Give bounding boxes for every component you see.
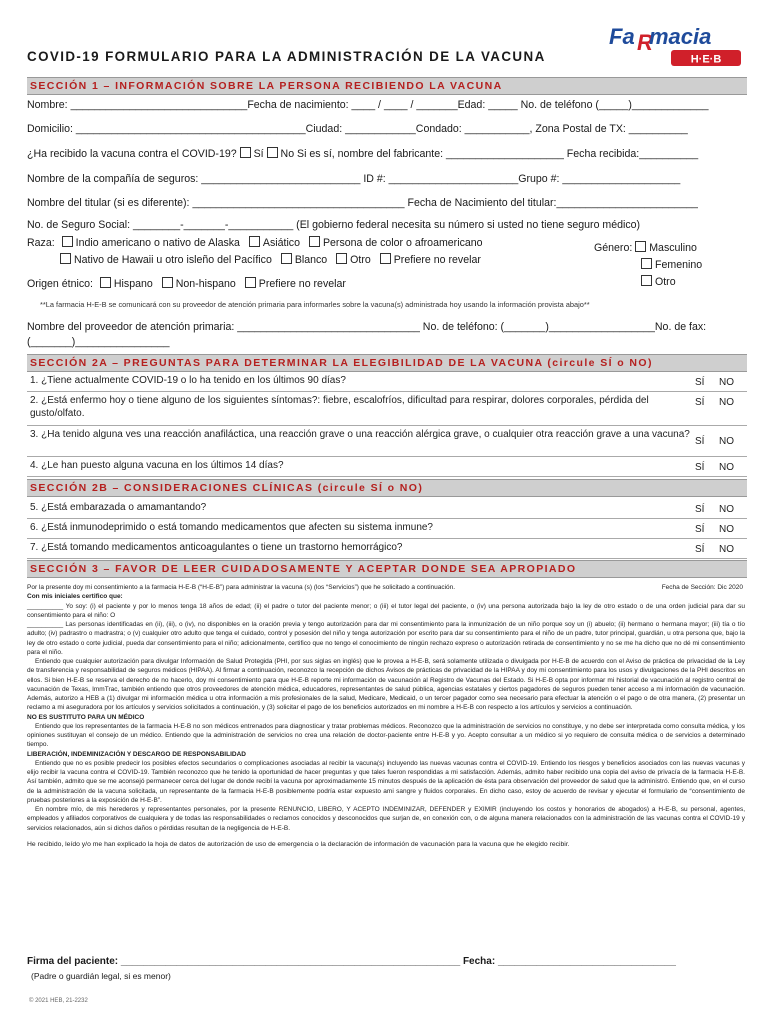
no-option[interactable]: NO (719, 504, 734, 515)
footer-copyright: © 2021 HEB, 21-2232 (29, 998, 88, 1004)
signature-note: (Padre o guardián legal, si es menor) (31, 971, 171, 981)
question-row: 7. ¿Está tomando medicamentos anticoagulantes o tiene un trastorno hemorrágico? SÍ NO (27, 539, 747, 559)
svg-text:Fa: Fa (609, 24, 635, 49)
svg-text:macia: macia (649, 24, 712, 49)
ethnicity-checkbox[interactable] (162, 277, 173, 288)
name-dob-line[interactable]: Nombre: ______________________________Fecha de nacimiento: ____ / ____ / _______Edad: _____ No. de teléfono (_____)_____________ (27, 99, 709, 111)
section-3-header: SECCIÓN 3 – FAVOR DE LEER CUIDADOSAMENTE Y ACEPTAR DONDE SEA APROPIADO (27, 560, 747, 578)
gender-block: Género: Masculino Femenino Otro (594, 242, 703, 288)
ssn-line[interactable]: No. de Seguro Social: ________-_______-___________ (El gobierno federal necesita su número si usted no tiene seguro médico) (27, 219, 641, 231)
question-row: 3. ¿Ha tenido alguna ves una reacción anafiláctica, una reacción grave o una reacción alérgica grave, o cualquier otra reacción grave a una vacuna? SÍ NO (27, 426, 747, 457)
initials-line[interactable]: __________ Las personas identificadas en (ii), (iii), o (iv), no disponibles en la oración previa y tengo autorización para dar mi consentimiento para la inmunización de un niño porque soy un (i) abuelo; (ii) hermano o hermana mayor; (iii) tía o tío adulto; (iv) padrastro o madrastra; o (v) cualquier otro adulto que tenga el cuidado, control y posesión del niño y tenga autorización por escrito para dar su consentimiento para el niño de un padre, tutor principal, guardián, u otra persona que, bajo la ley de otro estado o corte judicial, pueda dar consentimiento para el niño; adicionalmente, certifico que no tengo el conocimiento de ningún rechazo expreso o autorización retirada de consentimiento y no se me ha dicho que no dé mi consentimiento para el niño. (27, 621, 745, 656)
question-row: 4. ¿Le han puesto alguna vacuna en los últimos 14 días? SÍ NO (27, 457, 747, 477)
consent-text: Por la presente doy mi consentimiento a la farmacia H-E-B (“H-E-B”) para administrar la vacuna (s) (los “Servicios”) que he solicitado a continuación. Fecha de Sección: Dic 2020 Con mis iniciales certifico que: __________ Yo soy: (i) el paciente y por lo menos tenga 18 años de edad; (ii) el padre o tutor del paciente menor; o (iii) el tutor legal del paciente, o (iv) una persona autorizada bajo la ley de otro estado o de una orden judicial para dar su consentimiento para el niño: O __________ Las personas identificadas en (ii), (iii), o (iv), no disponibles en la oración previa y tengo autorización para dar mi consentimiento para la inmunización de un niño porque soy un (i) abuelo; (ii) hermano o hermana mayor; (iii) tía o tío adulto; (iv) padrastro o madrastra; o (v) cualquier otro adulto que tenga el cuidado, control y posesión del niño y tenga autorización por escrito para dar su consentimiento para el niño de un padre, tutor principal, guardián, u otra persona que, bajo la ley de otro estado o corte judicial, pueda dar consentimiento para el niño; adicionalmente, certifico que no tengo el conocimiento de ningún rechazo expreso o autorización retirada de consentimiento y no se me ha dicho que no dé mi consentimiento para el niño. Entiendo que cualquier autorización para divulgar Información de Salud Protegida (PHI, por sus siglas en inglés) que le provea a H-E-B, será solamente utilizada o divulgada por H-E-B de acuerdo con el Aviso de práctica de privacidad de la Ley de transferencia y responsabilidad de seguros médicos (HIPAA). Al firmar a continuación, reconozco la recepción de dichos Avisos de prácticas de privacidad de la HIPAA y doy mi consentimiento para los usos y divulgaciones de la PHI descritos en ellos. Si bien H-E-B se reserva el derecho de no hacerlo, doy mi consentimiento para que H-E-B reporte mi información de vacunación al Registro de Vacunas del Estado. Si H-E-B opta por informar mi historial de vacunación al registro central de vacunación de Texas, ImmTrac, también entiendo que otros proveedores de atención médica, educadores, representantes de salud pública, agencias estatales y ciertos pagadores de seguros pueden tener acceso a mi información de vacunación. Además, autorizo a HEB a (1) divulgar mi información médica u otra información a mis profesionales de la salud, Medicare, Medicaid, o un tercer pagador como sea necesario para efectuar la atención o el pago o de otra manera, (2) presentar un reclamo a mi aseguradora por los artículos y servicios solicitados a continuación, y (3) solicitar el pago de los beneficios autorizados en mi nombre a H-E-B con respecto a los artículos y servicios a continuación. NO ES SUSTITUTO PARA UN MÉDICO Entiendo que los representantes de la farmacia H-E-B no son médicos entrenados para diagnosticar y tratar problemas médicos. Reconozco que la administración de servicios no constituye, y no debe ser interpretada como consulta médica, y los opiniones sustituyan el consejo de un médico. Entiendo que la administración de servicios no crea una relación de doctor-paciente entre H-E-B y yo. Acepto consultar a un médico si yo requiero de consulta médica o de servicios a determinado tiempo. LIBERACIÓN, INDEMINIZACIÓN Y DESCARGO DE RESPONSABILIDAD Entiendo que no es posible predecir los posibles efectos secundarios o complicaciones asociadas al recibir la vacuna(s) incluyendo las nuevas vacunas contra el COVID-19. Entiendo los riesgos y beneficios asociados con las nuevas vacunas y elijo recibir la vacuna contra el COVID-19. También reconozco que he tenido la oportunidad de hacer preguntas y que tales fueron respondidas a mi satisfacción. Además, admito haber recibido una copia del aviso de privacía de la farmacia H-E-B. Así también, admito que se me aconsejó permanecer cerca del lugar de donde recibí la vacuna por aproximadamente 15 minutos después de la aplicación de ésta para observación del proveedor de salud que la administró. Entiendo que, en el curso de la administración de la vacuna solicitada, un representante de la farmacia H-E-B posiblemente podría estar expuesto ami sangre y fluidos corporales. En dicho caso, estoy de acuerdo de revisar y ejecutar el formulario de “consentimiento de pruebas posteriores a la exposición de H-E-B”. En nombre mío, de mis herederos y representantes personales, por la presente RENUNCIO, LIBERO, Y ACEPTO INDEMINIZAR, DEFENDER y EXIMIR (incluyendo los costos y honorarios de abogados) a H-E-B, su personal, agentes, empleados y afiliados corporativos de cualquiera y de todas las responsabilidades o reclamos conocidos y desconocidos que surjan de, en conexión con, o de alguna manera relacionados con la administración de las vacunas contra el COVID-19 y servicios relacionados, aún si dichos daños o pérdidas resultan de la negligencia de H-E-B. He recibido, leído y/o me han explicado la hoja de datos de autorización de uso de emergencia o la declaración de información de vacunación para la vacuna que he elegido recibir. (27, 584, 745, 848)
race-checkbox[interactable] (281, 253, 292, 264)
holder-line[interactable]: Nombre del titular (si es diferente): ____________________________________ Fecha de Nacimiento del titular:________________________ (27, 197, 698, 209)
race-row-2: Nativo de Hawaii u otro isleño del Pacífico Blanco Otro Prefiere no revelar (60, 253, 580, 267)
question-row: 2. ¿Está enfermo hoy o tiene alguno de los siguientes síntomas?: fiebre, escalofríos, dificultad para respirar, dolores corporales, pérdida del gusto/olfato. SÍ NO (27, 392, 747, 426)
farmacia-heb-logo (605, 24, 747, 70)
section-2b-header: SECCIÓN 2B – CONSIDERACIONES CLÍNICAS (circule SÍ o NO) (27, 479, 747, 497)
page-title: COVID-19 FORMULARIO PARA LA ADMINISTRACIÓN DE LA VACUNA (27, 49, 546, 64)
gender-checkbox[interactable] (635, 241, 646, 252)
provider-line[interactable]: Nombre del proveedor de atención primaria: _______________________________ No. de teléfono: (_______)__________________No. de fax: (27, 321, 707, 333)
race-row-1: Raza: Indio americano o nativo de Alaska Asiático Persona de color o afroamericano (27, 237, 483, 249)
pcp-note: **La farmacia H-E-B se comunicará con su proveedor de atención primaria para informarles sobre la vacuna(s) administrada hoy usando la información provista abajo** (40, 300, 590, 309)
no-option[interactable]: NO (719, 397, 734, 408)
question-row: 5. ¿Está embarazada o amamantando? SÍ NO (27, 499, 747, 519)
no-checkbox[interactable] (267, 147, 278, 158)
address-line[interactable]: Domicilio: _______________________________________Ciudad: ____________Condado: ___________, Zona Postal de TX: __________ (27, 123, 688, 135)
svg-text:H·E·B: H·E·B (690, 53, 722, 66)
race-checkbox[interactable] (249, 236, 260, 247)
race-checkbox[interactable] (380, 253, 391, 264)
section-1-header: SECCIÓN 1 – INFORMACIÓN SOBRE LA PERSONA RECIBIENDO LA VACUNA (27, 77, 747, 95)
question-row: 6. ¿Está inmunodeprimido o está tomando medicamentos que afecten su sistema inmune? SÍ NO (27, 519, 747, 539)
svg-text:R: R (637, 30, 653, 55)
ethnicity-checkbox[interactable] (100, 277, 111, 288)
race-checkbox[interactable] (336, 253, 347, 264)
si-option[interactable]: SÍ (695, 524, 705, 535)
gender-checkbox[interactable] (641, 258, 652, 269)
race-checkbox[interactable] (309, 236, 320, 247)
no-option[interactable]: NO (719, 436, 734, 447)
question-row: 1. ¿Tiene actualmente COVID-19 o lo ha tenido en los últimos 90 días? SÍ NO (27, 372, 747, 392)
ethnicity-row: Origen étnico: Hispano Non-hispano Prefiere no revelar (27, 278, 346, 290)
si-option[interactable]: SÍ (695, 504, 705, 515)
ethnicity-checkbox[interactable] (245, 277, 256, 288)
si-option[interactable]: SÍ (695, 397, 705, 408)
initials-line[interactable]: __________ Yo soy: (i) el paciente y por lo menos tenga 18 años de edad; (ii) el padre o tutor del paciente menor; o (iii) el tutor legal del paciente, o (iv) una persona autorizada bajo la ley de otro estado o de una orden judicial para dar su consentimiento para el niño: O (27, 602, 745, 619)
signature-line[interactable]: Firma del paciente: _____________________________________________________________ Fecha: ________________________________ (27, 956, 676, 967)
si-option[interactable]: SÍ (695, 377, 705, 388)
provider-fax-line[interactable]: (_______)________________ (27, 336, 170, 348)
si-option[interactable]: SÍ (695, 436, 705, 447)
insurance-line[interactable]: Nombre de la compañía de seguros: ___________________________ ID #: ______________________Grupo #: ____________________ (27, 173, 681, 185)
no-option[interactable]: NO (719, 544, 734, 555)
no-option[interactable]: NO (719, 377, 734, 388)
no-option[interactable]: NO (719, 462, 734, 473)
si-checkbox[interactable] (240, 147, 251, 158)
section-2a-header: SECCIÓN 2A – PREGUNTAS PARA DETERMINAR LA ELEGIBILIDAD DE LA VACUNA (circule SÍ o NO) (27, 354, 747, 372)
si-option[interactable]: SÍ (695, 544, 705, 555)
si-option[interactable]: SÍ (695, 462, 705, 473)
race-checkbox[interactable] (62, 236, 73, 247)
covid-vaccine-line: ¿Ha recibido la vacuna contra el COVID-19? Sí No Si es sí, nombre del fabricante: ____________________ Fecha recibida:__________ (27, 148, 699, 160)
no-option[interactable]: NO (719, 524, 734, 535)
race-checkbox[interactable] (60, 253, 71, 264)
section-date: Fecha de Sección: Dic 2020 (661, 584, 743, 591)
